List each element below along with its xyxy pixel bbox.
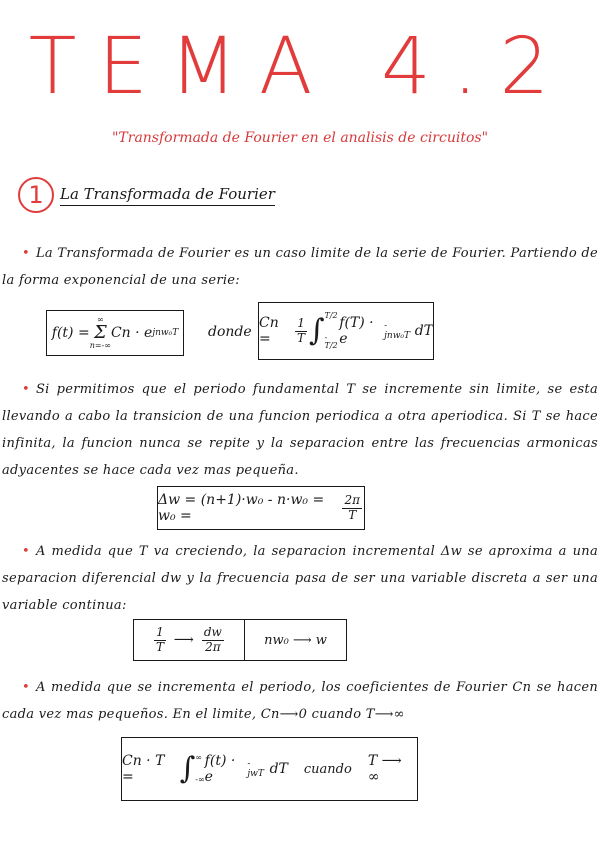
continuous-variable-box [133, 619, 347, 661]
bullet-icon: • [22, 382, 30, 397]
fraction [154, 626, 166, 653]
paragraph-4 [2, 674, 598, 728]
limit-formula-box [121, 737, 418, 801]
page-subtitle: "Transformada de Fourier en el analisis de circuitos" [111, 130, 489, 146]
formula-exponent: -jwT [247, 759, 264, 779]
paragraph-2 [2, 376, 598, 484]
formula-text: dT [414, 323, 433, 339]
formula-text: ∞ [96, 315, 104, 324]
formula-exponent: jnw₀T [152, 328, 179, 338]
fraction-numerator: 1 [156, 625, 164, 640]
fraction-denominator: 2π [205, 639, 221, 654]
formula-text: f(T) · e [339, 315, 374, 347]
integral-limits [195, 754, 204, 784]
formula-text: f(t) = [51, 325, 90, 341]
paragraph-text: A medida que se incrementa el periodo, los coeficientes de Fourier Cn se hacen cada vez mas pequeños. En el limite, Cn⟶0 cuando T⟶∞ [2, 680, 598, 722]
integral-symbol: ∫ [308, 313, 325, 348]
frequency-ratio-cell [134, 620, 245, 660]
paragraph-3 [2, 538, 598, 619]
formula-text: f(t) · e [204, 753, 236, 785]
arrow-icon: ⟶ [173, 632, 194, 648]
paragraph-1 [2, 240, 598, 294]
fraction-numerator: 2π [344, 493, 360, 508]
formula-text: Cn = [259, 315, 279, 347]
formula-text: n=-∞ [89, 341, 111, 350]
delta-formula-box [157, 486, 365, 530]
formula-text: Cn · T = [122, 753, 165, 785]
fraction-numerator: dw [203, 625, 222, 640]
formula-text: Cn · e [110, 325, 153, 341]
formula-text: Δw = (n+1)·w₀ - n·w₀ = w₀ = [158, 492, 325, 524]
integral-symbol: ∫ [179, 751, 196, 786]
fraction-denominator: T [297, 330, 306, 345]
fraction [202, 626, 224, 653]
fraction-denominator: T [348, 507, 357, 522]
series-formula-box [46, 310, 184, 356]
paragraph-text: La Transformada de Fourier es un caso limite de la serie de Fourier. Partiendo de la forma exponencial de una serie: [2, 246, 598, 288]
sum-symbol: ∞ Σ n=-∞ [89, 315, 111, 350]
page-title: TEMA 4.2 [28, 22, 572, 112]
fraction-denominator: T [155, 639, 164, 654]
section-heading [18, 175, 275, 215]
paragraph-text: Si permitimos que el periodo fundamental T se incremente sin limite, se esta llevando a cabo la transicion de una funcion periodica a otra aperiodica. Si T se hace infinita, la funcion nunca se repite y la separacion entre las frecuencias armonicas adyacentes se hace cada vez mas pequeña. [2, 382, 598, 478]
donde-label: donde [208, 324, 252, 340]
bullet-icon: • [22, 544, 30, 559]
upper-limit: T/2 [324, 311, 338, 320]
upper-limit: ∞ [195, 753, 202, 762]
section-title: La Transformada de Fourier [60, 185, 275, 206]
lower-limit: -T/2 [324, 333, 338, 350]
fraction-numerator: 1 [297, 316, 305, 331]
integral-limits [324, 312, 339, 350]
section-number: 1 [18, 177, 54, 213]
formula-text: dT [269, 761, 288, 777]
bullet-icon: • [22, 680, 30, 695]
fraction [342, 494, 362, 521]
nw0-cell: nw₀ ⟶ w [264, 632, 327, 648]
paragraph-text: A medida que T va creciendo, la separacion incremental Δw se aproxima a una separacion diferencial dw y la frecuencia pasa de ser una variable discreta a ser una variable continua: [2, 544, 598, 613]
cuando-label: cuando [303, 761, 352, 777]
fraction [295, 317, 307, 344]
bullet-icon: • [22, 246, 30, 261]
cn-formula-box [258, 302, 434, 360]
formula-exponent: -jnw₀T [384, 321, 411, 341]
lower-limit: -∞ [195, 775, 205, 784]
formula-text: T ⟶ ∞ [367, 753, 402, 785]
